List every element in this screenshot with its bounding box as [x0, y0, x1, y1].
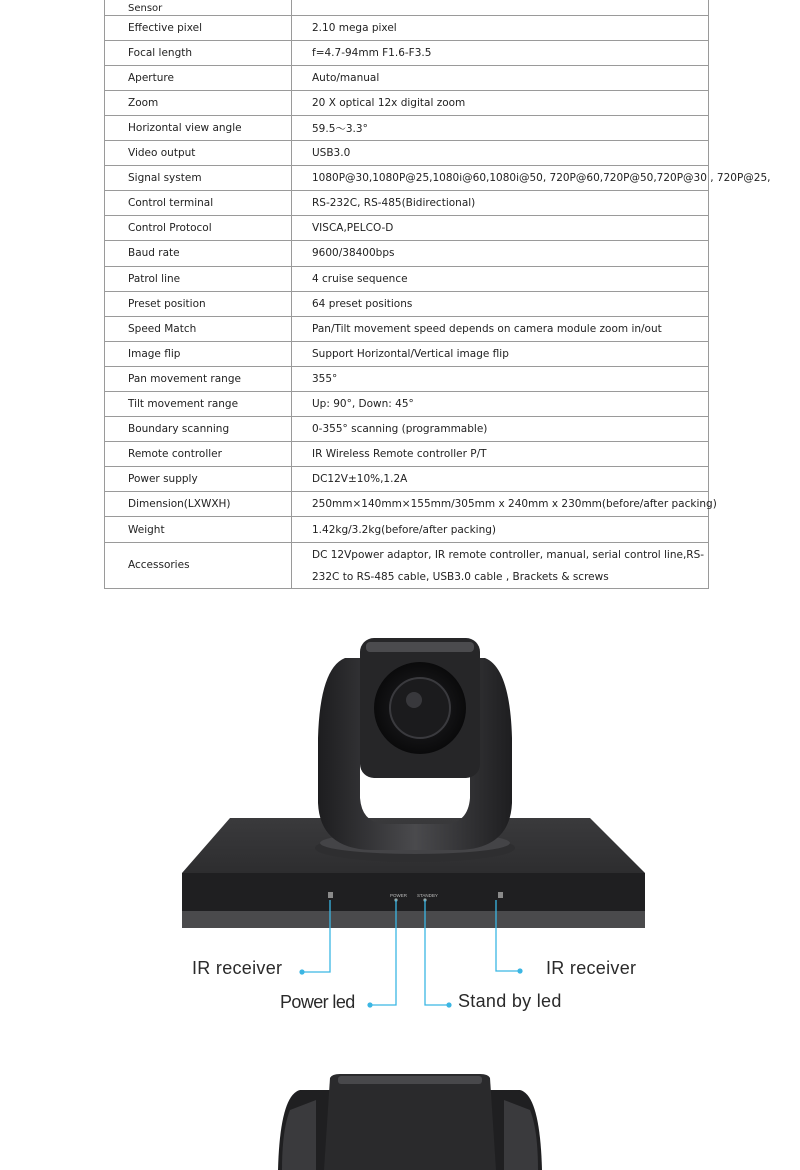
spec-row: [105, 0, 709, 15]
spec-row: [105, 191, 709, 216]
spec-value: Auto/manual: [292, 65, 709, 90]
spec-row: [105, 366, 709, 391]
spec-label: Preset position: [105, 291, 292, 316]
spec-row: [105, 216, 709, 241]
spec-row: [105, 141, 709, 166]
callout-standby-led: Stand by led: [458, 991, 562, 1011]
spec-value: DC 12Vpower adaptor, IR remote controller, manual, serial control line,RS-232C to RS-485 cable, USB3.0 cable , Brackets & screws: [292, 542, 709, 588]
spec-value: Up: 90°, Down: 45°: [292, 392, 709, 417]
spec-value: 59.5～3.3°: [292, 115, 709, 140]
spec-value: USB3.0: [292, 141, 709, 166]
spec-label: Speed Match: [105, 316, 292, 341]
spec-label: Image flip: [105, 341, 292, 366]
spec-row: [105, 316, 709, 341]
spec-row: [105, 517, 709, 542]
spec-label: Control terminal: [105, 191, 292, 216]
spec-value: RS-232C, RS-485(Bidirectional): [292, 191, 709, 216]
spec-value: 1080P@30,1080P@25,1080i@60,1080i@50, 720P@60,720P@50,720P@30 , 720P@25,: [292, 166, 709, 191]
spec-row: [105, 90, 709, 115]
spec-label: Zoom: [105, 90, 292, 115]
spec-label: Control Protocol: [105, 216, 292, 241]
spec-row: [105, 241, 709, 266]
spec-row: [105, 115, 709, 140]
spec-row: [105, 467, 709, 492]
spec-label: Remote controller: [105, 442, 292, 467]
spec-row: [105, 65, 709, 90]
spec-row: [105, 266, 709, 291]
spec-label: Dimension(LXWXH): [105, 492, 292, 517]
spec-label: Boundary scanning: [105, 417, 292, 442]
spec-value: 0-355° scanning (programmable): [292, 417, 709, 442]
spec-row: [105, 442, 709, 467]
spec-row: [105, 291, 709, 316]
spec-label: Signal system: [105, 166, 292, 191]
spec-row: [105, 40, 709, 65]
spec-row: [105, 417, 709, 442]
callout-ir-receiver-left: IR receiver: [192, 958, 283, 978]
spec-label: Baud rate: [105, 241, 292, 266]
spec-row: [105, 341, 709, 366]
spec-label: Effective pixel: [105, 15, 292, 40]
spec-label: Weight: [105, 517, 292, 542]
spec-label: Aperture: [105, 65, 292, 90]
spec-value: 20 X optical 12x digital zoom: [292, 90, 709, 115]
spec-value: 4 cruise sequence: [292, 266, 709, 291]
spec-label: Power supply: [105, 467, 292, 492]
spec-label: Horizontal view angle: [105, 115, 292, 140]
spec-label: Accessories: [105, 542, 292, 588]
ptz-camera-front-image: [170, 628, 660, 938]
callout-ir-receiver-right: IR receiver: [546, 958, 637, 978]
ptz-camera-second-image: [260, 1070, 560, 1170]
spec-value: 9600/38400bps: [292, 241, 709, 266]
spec-label: Patrol line: [105, 266, 292, 291]
spec-label: Video output: [105, 141, 292, 166]
spec-row: [105, 542, 709, 588]
spec-row: [105, 15, 709, 40]
spec-value: 64 preset positions: [292, 291, 709, 316]
spec-value: 250mm×140mm×155mm/305mm x 240mm x 230mm(before/after packing): [292, 492, 709, 517]
spec-value: VISCA,PELCO-D: [292, 216, 709, 241]
spec-row: [105, 492, 709, 517]
spec-table: [104, 0, 771, 589]
spec-value: 355°: [292, 366, 709, 391]
spec-value: 2.10 mega pixel: [292, 15, 709, 40]
spec-table-body: [105, 0, 771, 588]
spec-row: [105, 166, 709, 191]
spec-value: f=4.7-94mm F1.6-F3.5: [292, 40, 709, 65]
spec-value: IR Wireless Remote controller P/T: [292, 442, 709, 467]
spec-value: DC12V±10%,1.2A: [292, 467, 709, 492]
standby-mark: STANDBY: [417, 893, 438, 898]
spec-value: Pan/Tilt movement speed depends on camera module zoom in/out: [292, 316, 709, 341]
power-mark: POWER: [390, 893, 408, 898]
spec-row: [105, 392, 709, 417]
spec-label: Pan movement range: [105, 366, 292, 391]
spec-label: Sensor: [105, 0, 292, 15]
spec-value: 1.42kg/3.2kg(before/after packing): [292, 517, 709, 542]
spec-label: Tilt movement range: [105, 392, 292, 417]
callout-power-led: Power led: [280, 992, 355, 1012]
spec-value: Support Horizontal/Vertical image flip: [292, 341, 709, 366]
spec-value: [292, 0, 709, 15]
spec-label: Focal length: [105, 40, 292, 65]
